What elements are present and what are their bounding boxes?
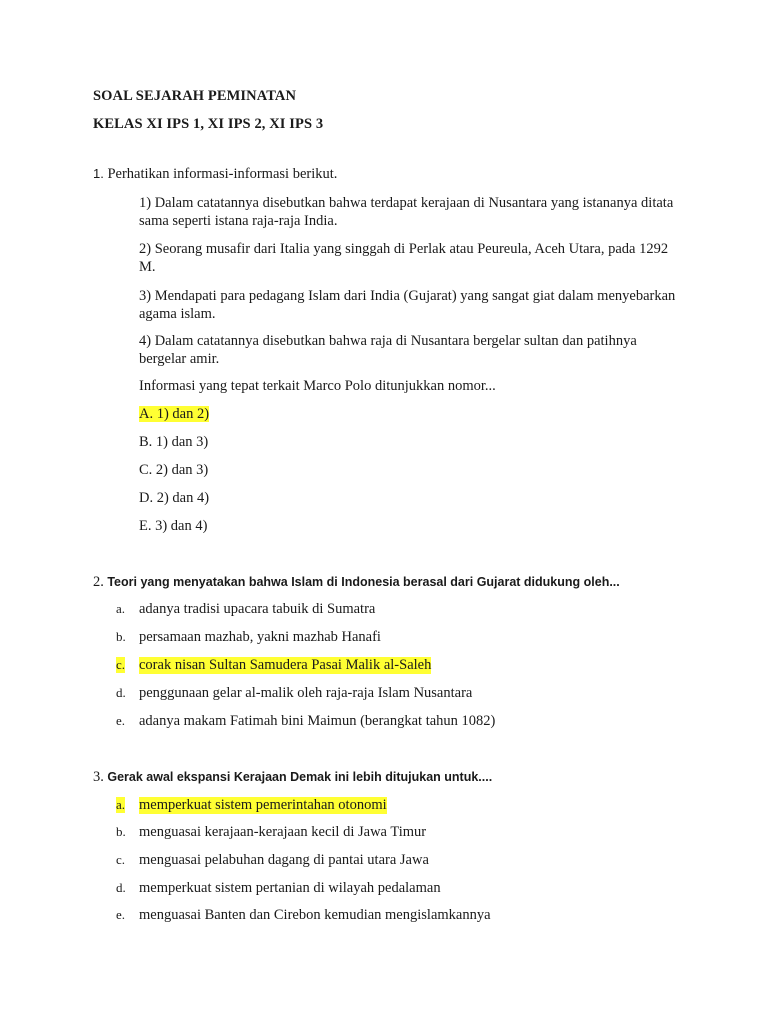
q2-option-a-letter: a.: [116, 601, 126, 616]
q2-option-d-text: penggunaan gelar al-malik oleh raja-raja Islam Nusantara: [139, 685, 473, 701]
q3-option-e-letter: e.: [116, 907, 126, 922]
question-2-prompt: Teori yang menyatakan bahwa Islam di Indonesia berasal dari Gujarat didukung oleh...: [103, 575, 620, 589]
q2-option-c-letter: c.: [116, 657, 126, 672]
question-3-title: [93, 769, 492, 786]
q2-option-e-text: adanya makam Fatimah bini Maimun (berangkat tahun 1082): [139, 713, 496, 729]
q1-info-item-1: 1) Dalam catatannya disebutkan bahwa terdapat kerajaan di Nusantara yang istananya ditata sama seperti istana raja-raja India.: [139, 195, 674, 229]
q1-option-c: C. 2) dan 3): [139, 462, 209, 478]
q3-option-d-letter: d.: [116, 880, 126, 895]
q2-option-b-text: persamaan mazhab, yakni mazhab Hanafi: [139, 629, 381, 645]
q1-option-e: E. 3) dan 4): [139, 518, 208, 534]
question-3-number: 3.: [93, 769, 104, 785]
q3-option-e-text: menguasai Banten dan Cirebon kemudian mengislamkannya: [139, 907, 491, 923]
document-subtitle: KELAS XI IPS 1, XI IPS 2, XI IPS 3: [93, 116, 324, 132]
question-2-title: [93, 574, 620, 591]
q1-question: Informasi yang tepat terkait Marco Polo ditunjukkan nomor...: [139, 378, 496, 394]
question-3-prompt: Gerak awal ekspansi Kerajaan Demak ini lebih ditujukan untuk....: [103, 770, 493, 784]
q2-option-a-text: adanya tradisi upacara tabuik di Sumatra: [139, 601, 376, 617]
q1-option-d: D. 2) dan 4): [139, 490, 210, 506]
question-1-number: 1.: [93, 166, 104, 181]
q3-option-c-letter: c.: [116, 852, 126, 867]
q1-info-item-3: 3) Mendapati para pedagang Islam dari India (Gujarat) yang sangat giat dalam menyebarkan agama islam.: [139, 288, 676, 322]
q3-option-d-text: memperkuat sistem pertanian di wilayah pedalaman: [139, 880, 441, 896]
q1-option-a-highlight: A. 1) dan 2): [139, 406, 210, 422]
q2-option-b-letter: b.: [116, 629, 126, 644]
q1-info-item-4: 4) Dalam catatannya disebutkan bahwa raja di Nusantara bergelar sultan dan patihnya bergelar amir.: [139, 333, 637, 367]
q2-option-e-letter: e.: [116, 713, 126, 728]
question-1-prompt: Perhatikan informasi-informasi berikut.: [103, 166, 338, 182]
question-2-number: 2.: [93, 574, 104, 590]
q1-info-item-2: 2) Seorang musafir dari Italia yang singgah di Perlak atau Peureula, Aceh Utara, pada 1292 M.: [139, 241, 669, 275]
q3-option-b-letter: b.: [116, 824, 126, 839]
document-title: SOAL SEJARAH PEMINATAN: [93, 88, 297, 104]
q1-option-b: B. 1) dan 3): [139, 434, 209, 450]
q3-option-a-letter: a.: [116, 797, 126, 812]
question-1-title: [93, 166, 337, 183]
q2-option-d-letter: d.: [116, 685, 126, 700]
q3-option-c-text: menguasai pelabuhan dagang di pantai utara Jawa: [139, 852, 429, 868]
q2-option-c-text: corak nisan Sultan Samudera Pasai Malik al-Saleh: [139, 657, 432, 673]
q1-option-a: [139, 406, 209, 423]
q3-option-a-text: memperkuat sistem pemerintahan otonomi: [139, 797, 387, 813]
q3-option-b-text: menguasai kerajaan-kerajaan kecil di Jawa Timur: [139, 824, 427, 840]
